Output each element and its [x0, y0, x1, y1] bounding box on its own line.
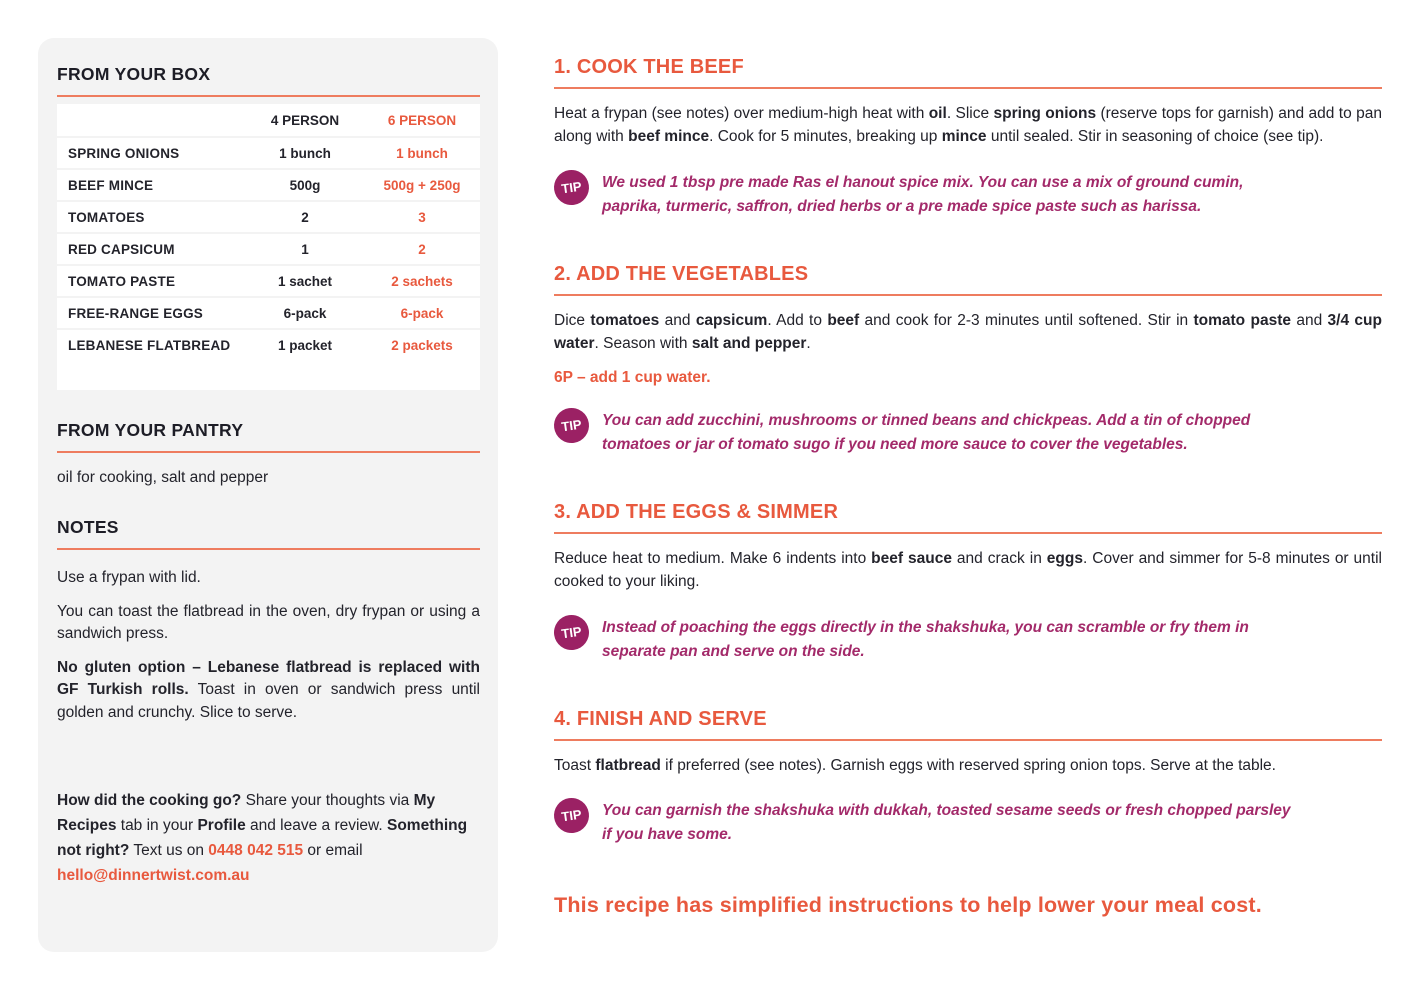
- qty-4-person: 500g: [289, 177, 321, 193]
- qty-6-person: 3: [418, 209, 426, 225]
- qty-6-person: 1 bunch: [396, 145, 448, 161]
- step-body: Dice tomatoes and capsicum. Add to beef and cook for 2-3 minutes until softened. Stir in tomato paste and 3/4 cup water. Season with salt and pepper.: [554, 311, 1382, 352]
- tip-text: Instead of poaching the eggs directly in the shakshuka, you can scramble or fry them in separate pan and serve on the side.: [602, 618, 1249, 660]
- tip-callout: [554, 798, 1382, 847]
- step-body: Heat a frypan (see notes) over medium-high heat with oil. Slice spring onions (reserve tops for garnish) and add to pan along with beef mince. Cook for 5 minutes, breaking up mince until sealed. Stir in seasoning of choice (see tip).: [554, 105, 1382, 146]
- pantry-text: oil for cooking, salt and pepper: [57, 469, 269, 486]
- sidebar: [38, 38, 498, 952]
- pantry-section: [57, 420, 480, 489]
- step-section-4: [554, 708, 1382, 847]
- qty-4-person: 6-pack: [283, 305, 327, 321]
- tip-text: We used 1 tbsp pre made Ras el hanout spice mix. You can use a mix of ground cumin, paprika, turmeric, saffron, dried herbs or a pre made spice paste such as harissa.: [602, 173, 1244, 215]
- col-4-person-header: 4 PERSON: [270, 112, 340, 128]
- qty-6-person: 6-pack: [400, 305, 444, 321]
- table-row: [57, 232, 480, 264]
- notes-paragraph: You can toast the flatbread in the oven, dry frypan or using a sandwich press.: [57, 602, 480, 643]
- main-content: [554, 38, 1382, 918]
- ingredient-name: TOMATO PASTE: [68, 273, 176, 289]
- step-section-1: [554, 56, 1382, 219]
- ingredient-name: LEBANESE FLATBREAD: [68, 337, 231, 353]
- tip-text: You can add zucchini, mushrooms or tinned beans and chickpeas. Add a tin of chopped tomatoes or jar of tomato sugo if you need more sauce to cover the vegetables.: [602, 412, 1251, 454]
- notes-paragraph: Use a frypan with lid.: [57, 569, 201, 587]
- notes-paragraph: No gluten option – Lebanese flatbread is replaced with GF Turkish rolls. Toast in oven or sandwich press until golden and crunchy. Slice to serve.: [57, 658, 480, 721]
- ingredient-name: FREE-RANGE EGGS: [68, 305, 204, 321]
- tip-callout: [554, 615, 1382, 664]
- ingredient-name: SPRING ONIONS: [68, 145, 180, 161]
- tip-badge: TIP: [552, 796, 592, 836]
- qty-6-person: 2 packets: [391, 337, 453, 353]
- notes-section: [57, 517, 480, 724]
- step-title: 4. FINISH AND SERVE: [554, 708, 1382, 741]
- tip-badge: TIP: [552, 612, 592, 652]
- qty-4-person: 1 sachet: [277, 273, 333, 289]
- box-section: [57, 64, 480, 390]
- table-row: [57, 264, 480, 296]
- step-section-3: [554, 501, 1382, 664]
- step-title: 2. ADD THE VEGETABLES: [554, 263, 1382, 296]
- qty-4-person: 1 packet: [277, 337, 333, 353]
- notes-title: NOTES: [57, 517, 480, 550]
- step-title: 3. ADD THE EGGS & SIMMER: [554, 501, 1382, 534]
- box-table-header-row: [57, 104, 480, 136]
- tip-callout: [554, 170, 1382, 219]
- box-table: [57, 104, 480, 390]
- qty-6-person: 2: [418, 241, 426, 257]
- step-body: Toast flatbread if preferred (see notes). Garnish eggs with reserved spring onion tops. Serve at the table.: [554, 756, 1276, 774]
- ingredient-name: RED CAPSICUM: [68, 241, 175, 257]
- step-body: Reduce heat to medium. Make 6 indents into beef sauce and crack in eggs. Cover and simmer for 5-8 minutes or until cooked to your liking.: [554, 550, 1382, 591]
- sidebar-footer: How did the cooking go? Share your thoughts via My Recipes tab in your Profile and leave a review. Something not right? Text us on 0448 042 515 or email hello@dinnertwist.com.au: [57, 792, 468, 885]
- tip-badge: TIP: [552, 406, 592, 446]
- table-row: [57, 200, 480, 232]
- col-6-person-header: 6 PERSON: [387, 112, 457, 128]
- step-section-2: [554, 263, 1382, 458]
- ingredient-name: TOMATOES: [68, 209, 145, 225]
- table-row: [57, 296, 480, 328]
- table-row: [57, 168, 480, 200]
- qty-6-person: 2 sachets: [391, 273, 453, 289]
- box-title: FROM YOUR BOX: [57, 64, 480, 97]
- qty-4-person: 1: [301, 241, 309, 257]
- pantry-title: FROM YOUR PANTRY: [57, 420, 480, 453]
- table-row: [57, 136, 480, 168]
- tip-badge: TIP: [552, 167, 592, 207]
- qty-4-person: 1 bunch: [279, 145, 331, 161]
- tip-callout: [554, 408, 1382, 457]
- qty-4-person: 2: [301, 209, 309, 225]
- table-row: [57, 328, 480, 360]
- recipe-tagline: This recipe has simplified instructions to help lower your meal cost.: [554, 892, 1262, 917]
- step-title: 1. COOK THE BEEF: [554, 56, 1382, 89]
- qty-6-person: 500g + 250g: [383, 177, 461, 193]
- tip-text: You can garnish the shakshuka with dukkah, toasted sesame seeds or fresh chopped parsley if you have some.: [602, 801, 1291, 843]
- ingredient-name: BEEF MINCE: [68, 177, 154, 193]
- step-note-6p: 6P – add 1 cup water.: [554, 369, 711, 387]
